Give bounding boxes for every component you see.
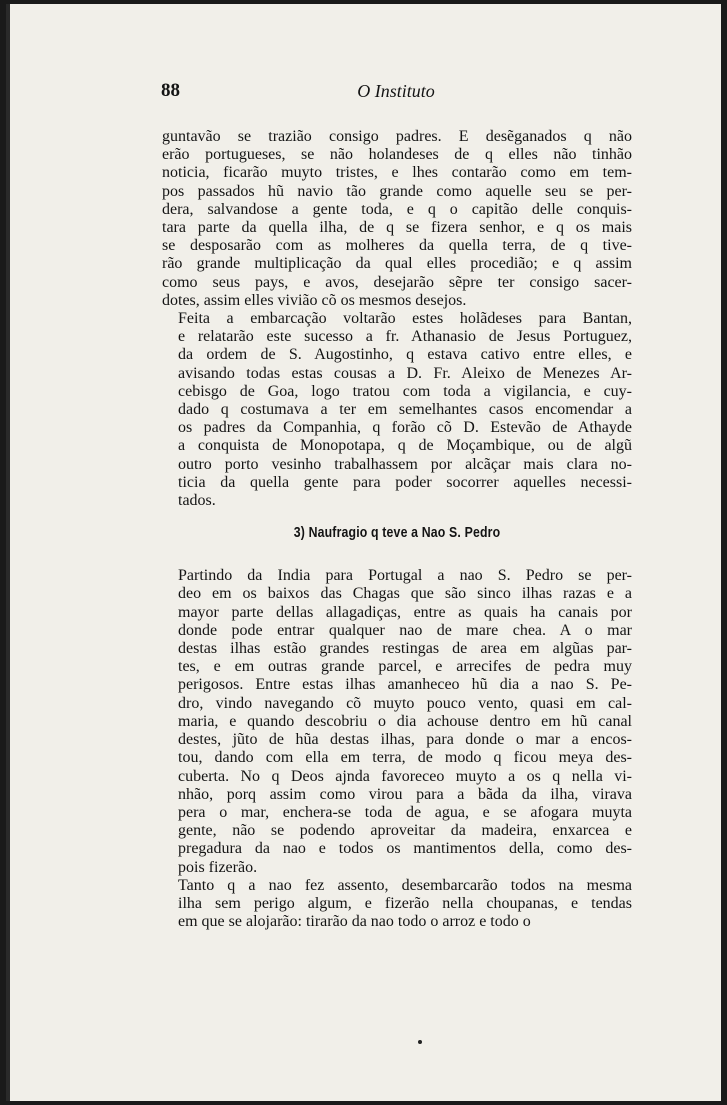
text-line: dado q costumava a ter em semelhantes casos encomendar a (178, 401, 632, 419)
text-line: Partindo da India para Portugal a nao S. Pedro se per- (178, 567, 632, 585)
text-line: cebisgo de Goa, logo tratou com toda a vigilancia, e cuy- (178, 382, 632, 400)
text-line: ticia da quella gente para poder socorrer aquelles necessi- (178, 473, 632, 491)
text-line: dera, salvandose a gente toda, e q o capitão delle conquis- (162, 200, 632, 218)
text-line: se desposarão com as molheres da quella terra, de q tive- (162, 237, 632, 255)
text-line: em que se alojarão: tirarão da nao todo o arroz e todo o (178, 913, 531, 931)
text-line: donde pode entrar qualquer nao de mare chea. A o mar (178, 621, 632, 639)
text-line: rão grande multiplicação da qual elles procedião; e q assim (162, 255, 632, 273)
text-line: dro, vindo navegando cõ muyto pouco vento, quasi em cal- (178, 694, 632, 712)
section-heading: 3) Naufragio q teve a Nao S. Pedro (293, 524, 501, 542)
text-line: nhão, porq assim como virou para a bãda da ilha, virava (178, 785, 632, 803)
text-line: os padres da Companhia, q forão cõ D. Estevão de Athayde (178, 419, 632, 437)
text-line: como seus pays, e avos, desejarão sẽpre ter consigo sacer- (162, 273, 632, 291)
text-line: pos passados hũ navio tão grande como aquelle seu se per- (162, 182, 632, 200)
text-line: pera o mar, enchera-se toda de agua, e se afogara muyta (178, 803, 632, 821)
text-line: gente, não se podendo aproveitar da madeira, enxarcea e (178, 822, 632, 840)
text-line: outro porto vesinho trabalhassem por alcãçar mais clara no- (178, 455, 632, 473)
text-line: erão portugueses, se não holandeses de q elles não tinhão (162, 146, 632, 164)
text-line: Feita a embarcação voltarão estes holãdeses para Bantan, (178, 310, 632, 328)
text-line: a conquista de Monopotapa, q de Moçambique, ou de algũ (178, 437, 632, 455)
book-page (6, 4, 721, 1101)
page-number: 88 (161, 80, 180, 101)
text-line: maria, e quando descobriu o dia achouse dentro em hũ canal (178, 712, 632, 730)
text-line: tara parte da quella ilha, de q se fizera senhor, e q os mais (162, 219, 632, 237)
text-line: deo em os baixos das Chagas que são sinco ilhas razas e a (178, 585, 632, 603)
text-line: pois fizerão. (178, 858, 258, 876)
text-line: tou, dando com ella em terra, de modo q ficou meya des- (178, 749, 632, 767)
text-line: e relatarão este sucesso a fr. Athanasio de Jesus Portuguez, (178, 328, 632, 346)
paragraph (162, 310, 632, 510)
text-line: perigosos. Entre estas ilhas amanheceo hũ dia a nao S. Pe- (178, 676, 632, 694)
paragraph (162, 128, 632, 310)
paragraph (162, 877, 632, 932)
page-header (161, 80, 631, 104)
paragraph (162, 567, 632, 876)
running-title: O Instituto (357, 81, 435, 101)
ink-speck (418, 1040, 422, 1044)
text-line: cuberta. No q Deos ajnda favoreceo muyto a os q nella vi- (178, 767, 632, 785)
body-text (162, 128, 632, 931)
page-edge-shadow (6, 4, 10, 1101)
text-line: destas ilhas estão grandes restingas de area em algũas par- (178, 640, 632, 658)
text-line: guntavão se trazião consigo padres. E desẽganados q não (162, 128, 632, 145)
text-line: mayor parte dellas allagadiças, entre as quais ha canais por (178, 603, 632, 621)
text-line: dotes, assim elles vivião cõ os mesmos desejos. (162, 291, 467, 309)
text-line: tes, e em outras grande parcel, e arrecifes de pedra muy (178, 658, 632, 676)
text-line: destes, jũto de hũa destas ilhas, para donde o mar a encos- (178, 731, 632, 749)
text-line: da ordem de S. Augostinho, q estava cativo entre elles, e (178, 346, 632, 364)
text-line: avisando todas estas cousas a D. Fr. Aleixo de Menezes Ar- (178, 364, 632, 382)
text-line: ilha sem perigo algum, e fizerão nella choupanas, e tendas (178, 894, 632, 912)
text-line: noticia, ficarão muyto tristes, e lhes contarão como em tem- (162, 164, 632, 182)
text-line: Tanto q a nao fez assento, desembarcarão todos na mesma (178, 876, 632, 894)
text-line: tados. (178, 492, 216, 510)
text-line: pregadura da nao e todos os mantimentos della, como des- (178, 840, 632, 858)
